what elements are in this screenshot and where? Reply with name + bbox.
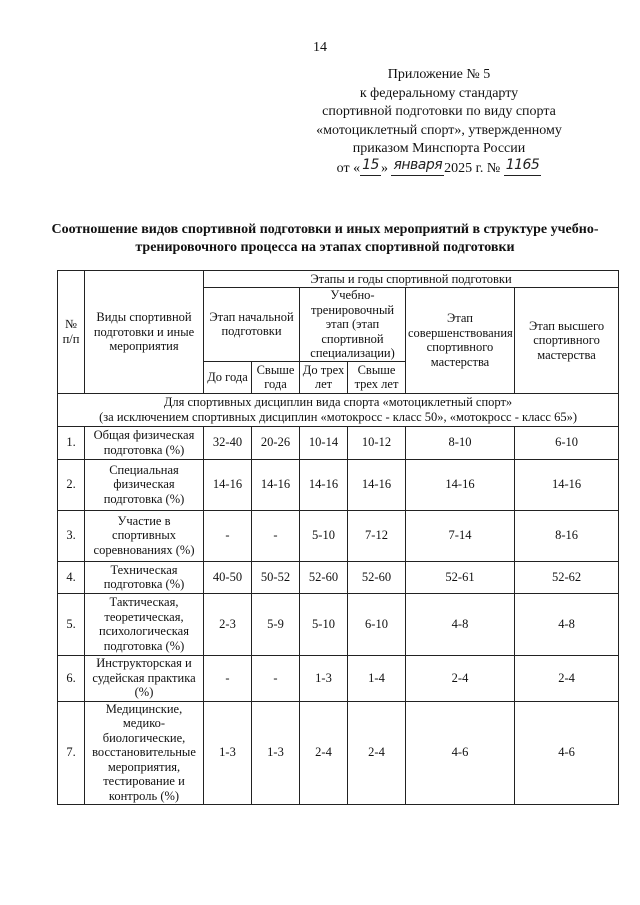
row-num: 7. [58,701,85,804]
row-value: 5-9 [252,593,300,655]
row-name: Специальная физическая подготовка (%) [85,459,204,510]
row-value: 7-12 [348,510,406,561]
row-value: - [252,655,300,701]
row-value: 8-10 [406,426,515,459]
order-number-handwritten: 1165 [504,156,542,176]
row-num: 6. [58,655,85,701]
row-num: 5. [58,593,85,655]
row-name: Тактическая, теоретическая, психологическая подготовка (%) [85,593,204,655]
row-value: 52-62 [515,561,619,593]
appendix-line-3: спортивной подготовки по виду спорта [322,104,556,120]
date-prefix: от « [336,160,361,176]
row-value: 40-50 [204,561,252,593]
row-value: 1-4 [348,655,406,701]
row-value: 4-6 [406,701,515,804]
date-month-handwritten: января [391,156,444,176]
row-value: 2-3 [204,593,252,655]
header-over-year: Свыше года [252,361,300,393]
row-value: 2-4 [300,701,348,804]
row-value: 1-3 [204,701,252,804]
header-over-three: Свыше трех лет [348,361,406,393]
row-value: 14-16 [204,459,252,510]
header-improvement-stage: Этап совершенствования спортивного мастерства [406,288,515,394]
header-training-stage: Учебно-тренировочный этап (этап спортивной специализации) [300,288,406,362]
row-value: 1-3 [300,655,348,701]
row-value: 52-60 [300,561,348,593]
header-stages-years: Этапы и годы спортивной подготовки [204,271,619,288]
row-value: 14-16 [252,459,300,510]
page-number: 14 [313,40,327,55]
row-num: 3. [58,510,85,561]
appendix-line-1: Приложение № 5 [387,67,491,82]
row-value: 2-4 [515,655,619,701]
date-day-handwritten: 15 [360,156,381,176]
header-num: № п/п [58,271,85,394]
table-row [58,655,619,701]
row-value: - [204,655,252,701]
row-value: 2-4 [406,655,515,701]
row-value: 10-12 [348,426,406,459]
row-value: 5-10 [300,510,348,561]
row-name: Общая физическая подготовка (%) [85,426,204,459]
row-value: 14-16 [406,459,515,510]
appendix-block [274,66,604,179]
row-value: 2-4 [348,701,406,804]
row-name: Техническая подготовка (%) [85,561,204,593]
header-initial-stage: Этап начальной подготовки [204,288,300,362]
table-row [58,426,619,459]
table-row [58,459,619,510]
row-value: 4-8 [406,593,515,655]
row-value: 7-14 [406,510,515,561]
section-caption [58,393,619,426]
section-caption-line-1: Для спортивных дисциплин вида спорта «мотоциклетный спорт» [163,394,513,409]
row-value: 50-52 [252,561,300,593]
appendix-date-line [274,156,604,179]
appendix-line-2: к федеральному стандарту [359,85,519,101]
row-value: - [252,510,300,561]
row-value: 14-16 [300,459,348,510]
appendix-line-4: «мотоциклетный спорт», утвержденному [316,122,562,138]
row-value: 6-10 [348,593,406,655]
row-value: 10-14 [300,426,348,459]
header-kinds: Виды спортивной подготовки и иные мероприятия [85,271,204,394]
row-value: 4-6 [515,701,619,804]
row-name: Медицинские, медико-биологические, восстановительные мероприятия, тестирование и контроль (%) [85,701,204,804]
row-num: 1. [58,426,85,459]
table-row [58,561,619,593]
header-up-to-three: До трех лет [300,361,348,393]
row-value: 5-10 [300,593,348,655]
row-value: 52-61 [406,561,515,593]
date-year: 2025 г. № [444,160,504,176]
table-row [58,510,619,561]
row-value: 14-16 [348,459,406,510]
row-num: 4. [58,561,85,593]
date-mid: » [380,160,392,176]
row-value: 20-26 [252,426,300,459]
header-highest-stage: Этап высшего спортивного мастерства [515,288,619,394]
row-value: 14-16 [515,459,619,510]
training-ratio-table [57,270,619,805]
row-value: 6-10 [515,426,619,459]
section-caption-line-2: (за исключением спортивных дисциплин «мотокросс - класс 50», «мотокросс - класс 65») [99,409,577,424]
row-value: 52-60 [348,561,406,593]
row-name: Инструкторская и судейская практика (%) [85,655,204,701]
document-title: Соотношение видов спортивной подготовки и иных мероприятий в структуре учебно-тренировочного процесса на этапах спортивной подготовки [51,222,599,255]
row-num: 2. [58,459,85,510]
row-value: - [204,510,252,561]
table-row [58,701,619,804]
appendix-line-5: приказом Минспорта России [352,141,526,157]
row-value: 1-3 [252,701,300,804]
row-value: 32-40 [204,426,252,459]
row-value: 4-8 [515,593,619,655]
row-name: Участие в спортивных соревнованиях (%) [85,510,204,561]
row-value: 8-16 [515,510,619,561]
header-up-to-year: До года [204,361,252,393]
table-row [58,593,619,655]
